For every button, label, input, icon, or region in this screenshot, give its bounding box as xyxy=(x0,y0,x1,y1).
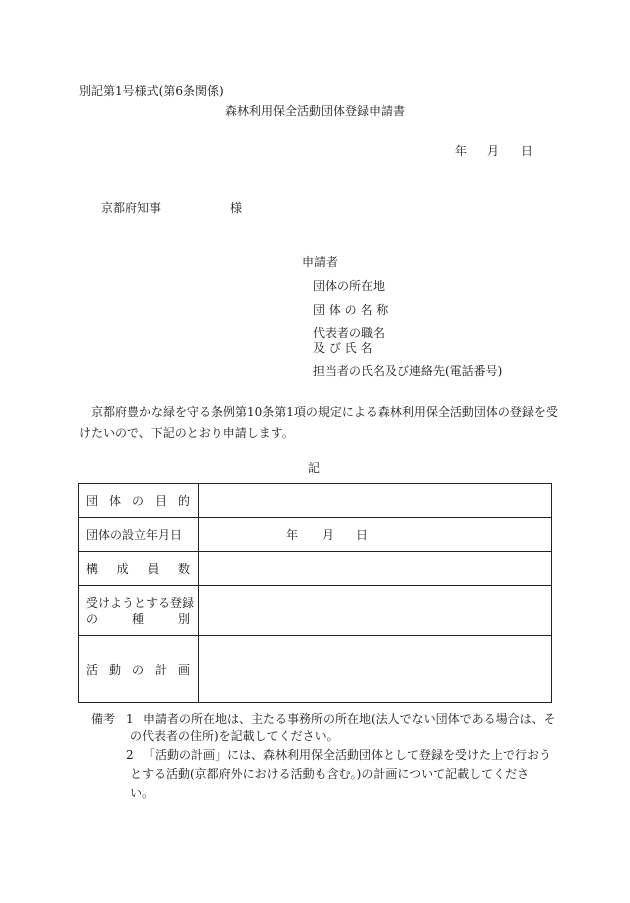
registration-type-label-char: 種 xyxy=(131,611,144,626)
form-number: 別記第1号様式(第6条関係) xyxy=(79,84,224,98)
purpose-value[interactable] xyxy=(199,484,552,518)
table-row xyxy=(79,552,552,586)
activity-plan-label xyxy=(79,636,199,703)
addressee-honorific: 様 xyxy=(230,201,243,215)
members-label-char: 成 xyxy=(116,562,129,576)
addressee-name: 京都府知事 xyxy=(101,201,162,215)
established-value[interactable] xyxy=(199,518,552,552)
applicant-contact-label: 担当者の氏名及び連絡先(電話番号) xyxy=(313,364,503,378)
activity-plan-label-char: 計 xyxy=(154,662,167,677)
registration-type-label-char: の xyxy=(86,611,99,626)
note-2-line-1: 「活動の計画」には、森林利用保全活動団体として登録を受けた上で行おう xyxy=(143,748,552,762)
table-row xyxy=(79,484,552,518)
activity-plan-label-char: の xyxy=(131,662,144,677)
purpose-label-char: 体 xyxy=(108,494,121,508)
table-row xyxy=(79,518,552,552)
notes-label: 備考 xyxy=(91,712,116,726)
established-label: 団体の設立年月日 xyxy=(79,518,199,552)
members-label-char: 員 xyxy=(147,562,160,576)
date-month-label: 月 xyxy=(487,144,500,158)
est-day-label: 日 xyxy=(356,528,369,542)
date-year-label: 年 xyxy=(455,144,468,158)
members-label xyxy=(79,552,199,586)
note-2-line-2: とする活動(京都府外における活動も含む。)の計画について記載してくださ xyxy=(130,767,530,781)
body-text-line-1: 京都府豊かな緑を守る条例第10条第1項の規定による森林利用保全活動団体の登録を受 xyxy=(91,405,558,419)
purpose-label-char: 団 xyxy=(86,494,99,508)
applicant-rep-title-label: 代表者の職名 xyxy=(313,326,386,340)
purpose-label-char: の xyxy=(131,494,144,508)
note-1-line-2: の代表者の住所)を記載してください。 xyxy=(130,729,339,743)
note-2-number: 2 xyxy=(126,748,134,762)
table-row xyxy=(79,586,552,636)
activity-plan-label-char: 画 xyxy=(177,662,190,677)
registration-type-label: 受けようとする登録 の 種 別 xyxy=(79,586,199,636)
body-text-line-2: けたいので、下記のとおり申請します。 xyxy=(79,426,294,440)
members-value[interactable] xyxy=(199,552,552,586)
members-label-char: 数 xyxy=(177,562,190,576)
registration-details-table xyxy=(78,483,552,703)
date-day-label: 日 xyxy=(521,144,534,158)
applicant-address-label: 団体の所在地 xyxy=(313,279,386,293)
purpose-label xyxy=(79,484,199,518)
activity-plan-label-char: 活 xyxy=(86,662,99,677)
note-2-line-3: い。 xyxy=(130,786,155,800)
est-year-label: 年 xyxy=(286,528,299,542)
members-label-char: 構 xyxy=(86,562,99,576)
note-1-number: 1 xyxy=(126,712,134,726)
registration-type-value[interactable] xyxy=(199,586,552,636)
activity-plan-label-char: 動 xyxy=(108,662,121,677)
purpose-label-char: 目 xyxy=(154,494,167,508)
purpose-label-char: 的 xyxy=(177,494,190,508)
ki-heading: 記 xyxy=(308,461,321,475)
applicant-group-name-label: 団 体 の 名 称 xyxy=(313,303,389,317)
table-row xyxy=(79,636,552,703)
registration-type-label-char: 別 xyxy=(177,611,190,626)
est-month-label: 月 xyxy=(322,528,335,542)
activity-plan-value[interactable] xyxy=(199,636,552,703)
form-title: 森林利用保全活動団体登録申請書 xyxy=(225,104,406,118)
note-1-line-1: 申請者の所在地は、主たる事務所の所在地(法人でない団体である場合は、そ xyxy=(143,712,556,726)
applicant-rep-name-label: 及 び 氏 名 xyxy=(313,341,373,355)
applicant-heading: 申請者 xyxy=(302,255,339,269)
